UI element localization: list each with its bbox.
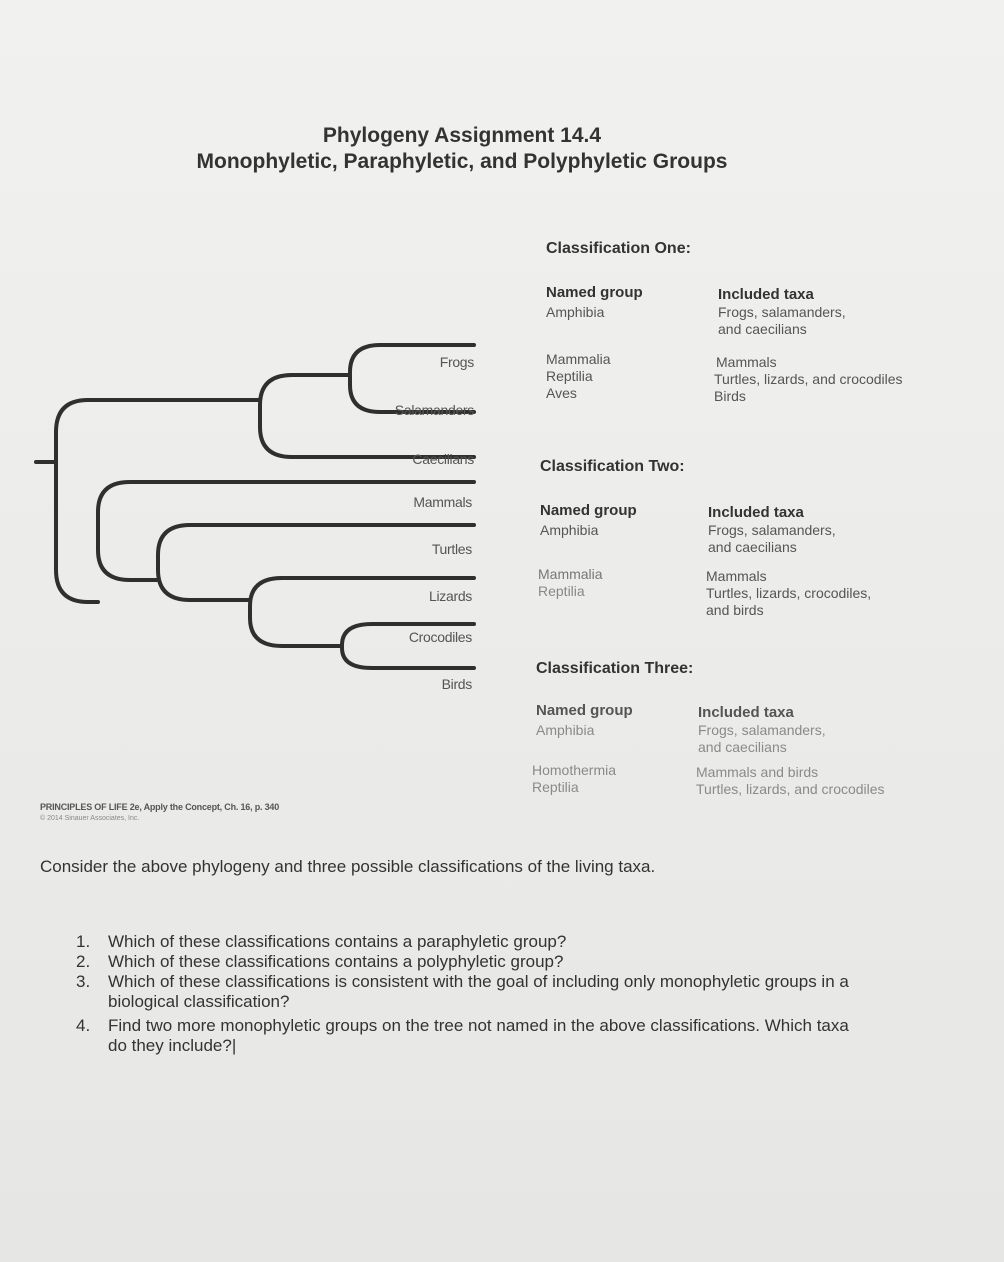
group-taxa: Mammals and birds bbox=[696, 764, 819, 780]
question-list bbox=[76, 932, 856, 1056]
group-name: Aves bbox=[546, 385, 577, 401]
group-taxa bbox=[718, 304, 846, 338]
column-included-taxa: Included taxa bbox=[708, 504, 804, 521]
group-name: Amphibia bbox=[540, 522, 599, 538]
classification-one bbox=[546, 240, 903, 404]
node-lizards bbox=[250, 578, 282, 646]
group-name: Reptilia bbox=[532, 779, 579, 795]
question-item bbox=[76, 952, 856, 972]
question-number: 4. bbox=[76, 1016, 91, 1035]
question-number: 1. bbox=[76, 932, 91, 951]
taxa-line: Frogs, salamanders, bbox=[718, 304, 846, 320]
question-item[interactable] bbox=[76, 1016, 856, 1056]
taxon-crocodiles: Crocodiles bbox=[408, 629, 472, 645]
taxa-line: Turtles, lizards, crocodiles, bbox=[706, 585, 872, 601]
node-amphibians bbox=[260, 375, 292, 457]
taxon-caecilians: Caecilians bbox=[412, 451, 474, 467]
group-taxa bbox=[706, 585, 871, 619]
column-named-group: Named group bbox=[540, 502, 637, 519]
question-item bbox=[76, 932, 856, 952]
column-included-taxa: Included taxa bbox=[698, 704, 794, 721]
group-name: Homothermia bbox=[532, 762, 617, 778]
group-taxa bbox=[698, 722, 826, 756]
group-taxa: Mammals bbox=[706, 568, 767, 584]
group-taxa: Turtles, lizards, and crocodiles bbox=[714, 371, 903, 387]
taxon-lizards: Lizards bbox=[428, 588, 472, 604]
taxa-line: and caecilians bbox=[718, 321, 807, 337]
taxon-birds: Birds bbox=[441, 676, 472, 692]
classification-heading: Classification Three: bbox=[536, 660, 694, 677]
group-name: Reptilia bbox=[546, 368, 593, 384]
node-reptiles bbox=[158, 525, 190, 600]
classification-heading: Classification Two: bbox=[540, 458, 685, 475]
group-taxa: Mammals bbox=[716, 354, 777, 370]
node-amniotes bbox=[98, 482, 130, 580]
question-number: 3. bbox=[76, 972, 91, 991]
taxa-line: Frogs, salamanders, bbox=[698, 722, 826, 738]
group-taxa bbox=[708, 522, 836, 556]
taxa-line: and caecilians bbox=[698, 739, 787, 755]
group-name: Mammalia bbox=[538, 566, 603, 582]
source-credit: PRINCIPLES OF LIFE 2e, Apply the Concept, Ch. 16, p. 340 bbox=[40, 802, 280, 812]
group-taxa: Birds bbox=[714, 388, 746, 404]
question-item bbox=[76, 972, 856, 1012]
column-named-group: Named group bbox=[536, 702, 633, 719]
taxon-mammals: Mammals bbox=[413, 494, 472, 510]
page-subtitle: Monophyletic, Paraphyletic, and Polyphyletic Groups bbox=[196, 150, 728, 173]
group-name: Reptilia bbox=[538, 583, 585, 599]
question-number: 2. bbox=[76, 952, 91, 971]
group-name: Mammalia bbox=[546, 351, 611, 367]
classification-three bbox=[532, 660, 885, 797]
question-text: Which of these classifications is consistent with the goal of including only monophyletic groups in a biological classification? bbox=[108, 972, 849, 1011]
taxon-turtles: Turtles bbox=[431, 541, 472, 557]
column-named-group: Named group bbox=[546, 284, 643, 301]
column-included-taxa: Included taxa bbox=[718, 286, 814, 303]
taxa-line: and birds bbox=[706, 602, 764, 618]
node-root bbox=[56, 400, 88, 602]
taxa-line: Frogs, salamanders, bbox=[708, 522, 836, 538]
question-text: Which of these classifications contains a polyphyletic group? bbox=[108, 952, 564, 971]
taxa-line: and caecilians bbox=[708, 539, 797, 555]
taxon-frogs: Frogs bbox=[439, 354, 474, 370]
question-text-editable[interactable]: Find two more monophyletic groups on the tree not named in the above classifications. Which taxa do they include?| bbox=[108, 1016, 849, 1055]
copyright-line: © 2014 Sinauer Associates, Inc. bbox=[40, 815, 140, 822]
group-name: Amphibia bbox=[546, 304, 605, 320]
classification-heading: Classification One: bbox=[546, 240, 691, 257]
taxon-salamanders: Salamanders bbox=[394, 402, 474, 418]
group-taxa: Turtles, lizards, and crocodiles bbox=[696, 781, 885, 797]
group-name: Amphibia bbox=[536, 722, 595, 738]
question-text: Which of these classifications contains a paraphyletic group? bbox=[108, 932, 567, 951]
page-title: Phylogeny Assignment 14.4 bbox=[322, 124, 602, 147]
classification-two bbox=[538, 458, 872, 618]
prompt-text: Consider the above phylogeny and three possible classifications of the living taxa. bbox=[40, 857, 656, 876]
